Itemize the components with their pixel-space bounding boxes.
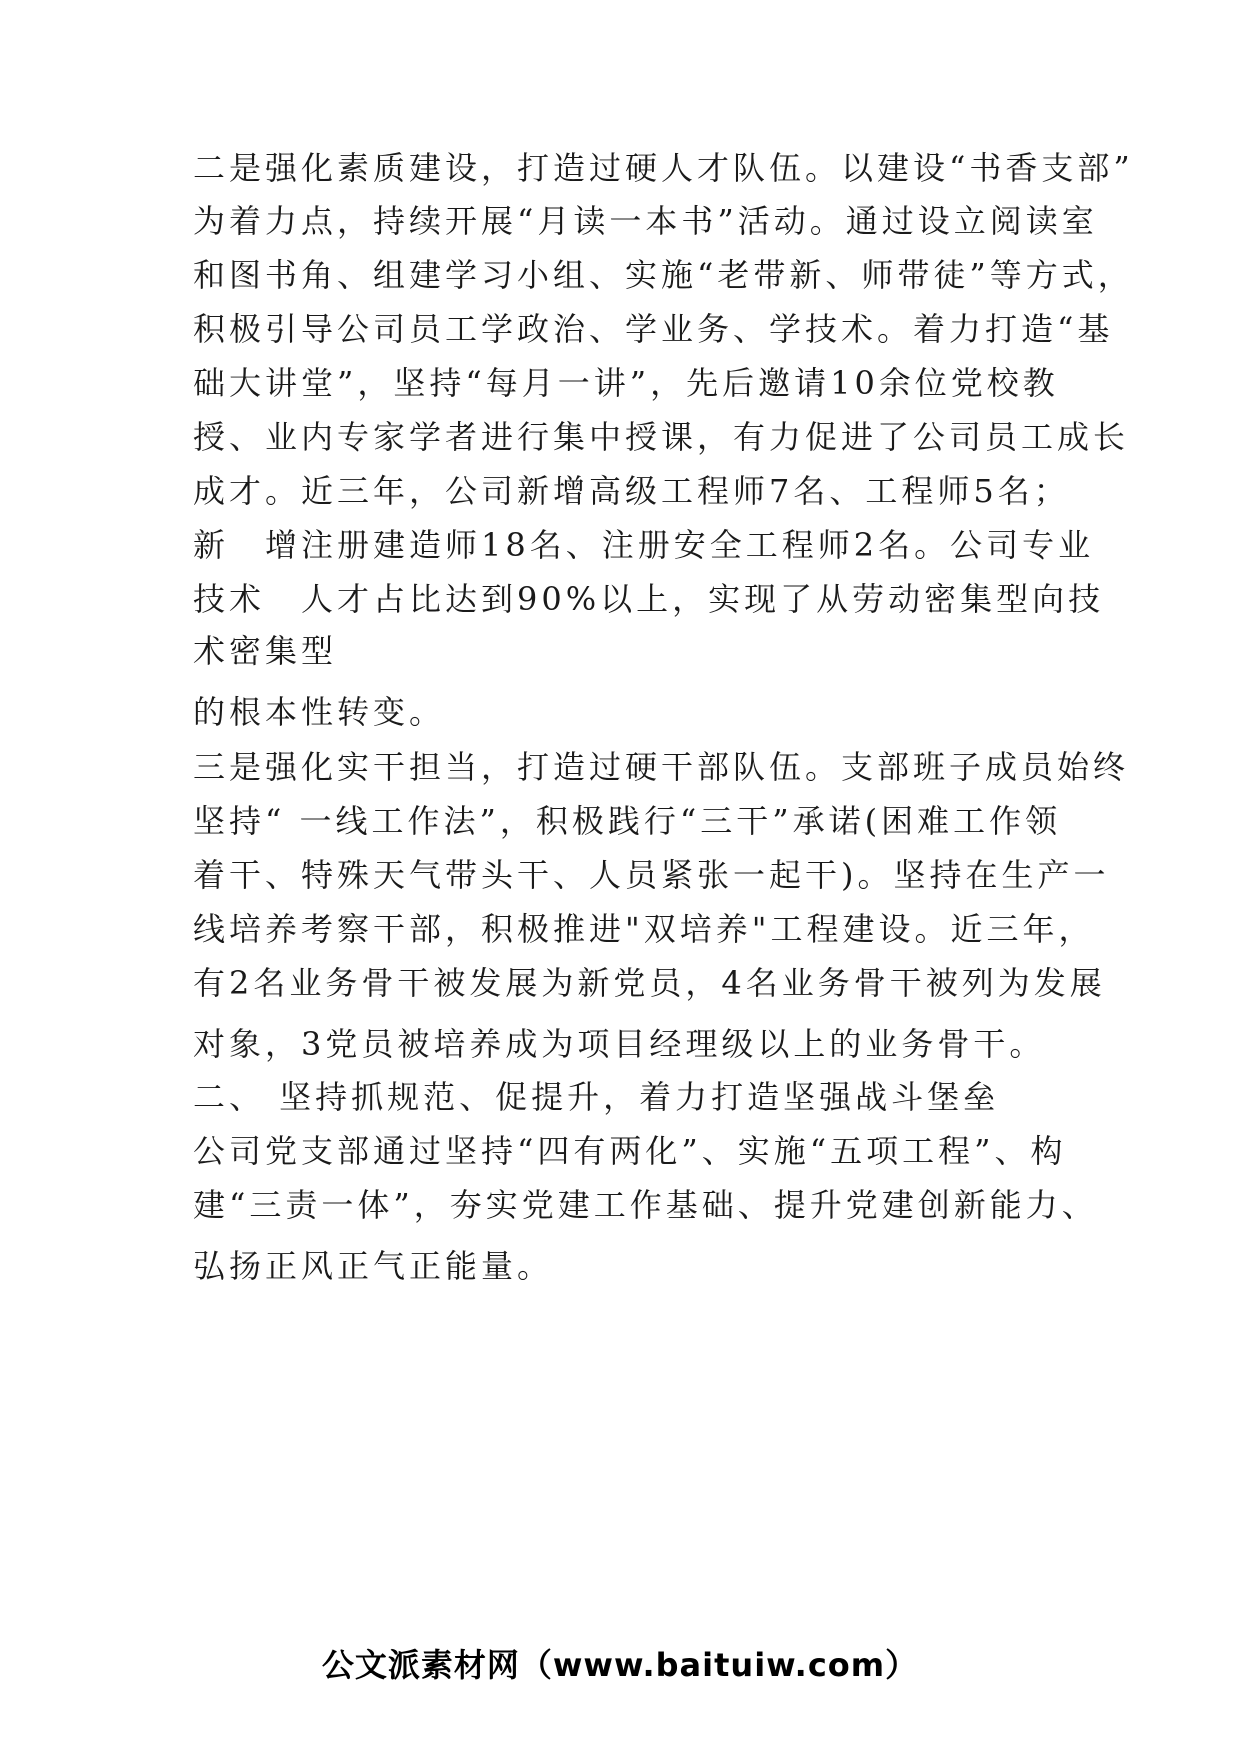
body-line: 础大讲堂”，坚持“每月一讲”，先后邀请10余位党校教 <box>193 364 1059 402</box>
body-line: 线培养考察干部，积极推进"双培养"工程建设。近三年， <box>193 910 1095 948</box>
body-line: 授、业内专家学者进行集中授课，有力促进了公司员工成长 <box>193 418 1130 456</box>
body-line: 积极引导公司员工学政治、学业务、学技术。着力打造“基 <box>193 310 1114 348</box>
body-line: 成才。近三年，公司新增高级工程师7名、工程师5名； <box>193 472 1070 510</box>
body-line: 坚持“ 一线工作法”，积极践行“三干”承诺(困难工作领 <box>193 802 1062 840</box>
body-line: 为着力点，持续开展“月读一本书”活动。通过设立阅读室 <box>193 202 1098 240</box>
body-line: 三是强化实干担当，打造过硬干部队伍。支部班子成员始终 <box>193 748 1130 786</box>
body-line: 新 增注册建造师18名、注册安全工程师2名。公司专业 <box>193 526 1095 564</box>
body-line: 弘扬正风正气正能量。 <box>193 1247 554 1285</box>
body-line: 公司党支部通过坚持“四有两化”、实施“五项工程”、构 <box>193 1132 1067 1170</box>
body-line: 对象，3党员被培养成为项目经理级以上的业务骨干。 <box>193 1025 1046 1063</box>
section-heading: 二、 坚持抓规范、促提升，着力打造坚强战斗堡垒 <box>193 1078 1000 1116</box>
body-line: 和图书角、组建学习小组、实施“老带新、师带徒”等方式， <box>193 256 1134 294</box>
footer-watermark: 公文派素材网（www.baituiw.com） <box>321 1646 919 1684</box>
body-line: 术密集型 <box>193 632 338 670</box>
body-line: 二是强化素质建设，打造过硬人才队伍。以建设“书香支部” <box>193 149 1134 187</box>
body-line: 的根本性转变。 <box>193 693 446 731</box>
body-line: 建“三责一体”，夯实党建工作基础、提升党建创新能力、 <box>193 1186 1098 1224</box>
body-line: 着干、特殊天气带头干、人员紧张一起干)。坚持在生产一 <box>193 856 1110 894</box>
body-line: 有2名业务骨干被发展为新党员，4名业务骨干被列为发展 <box>193 964 1106 1002</box>
body-line: 技术 人才占比达到90%以上，实现了从劳动密集型向技 <box>193 580 1105 618</box>
